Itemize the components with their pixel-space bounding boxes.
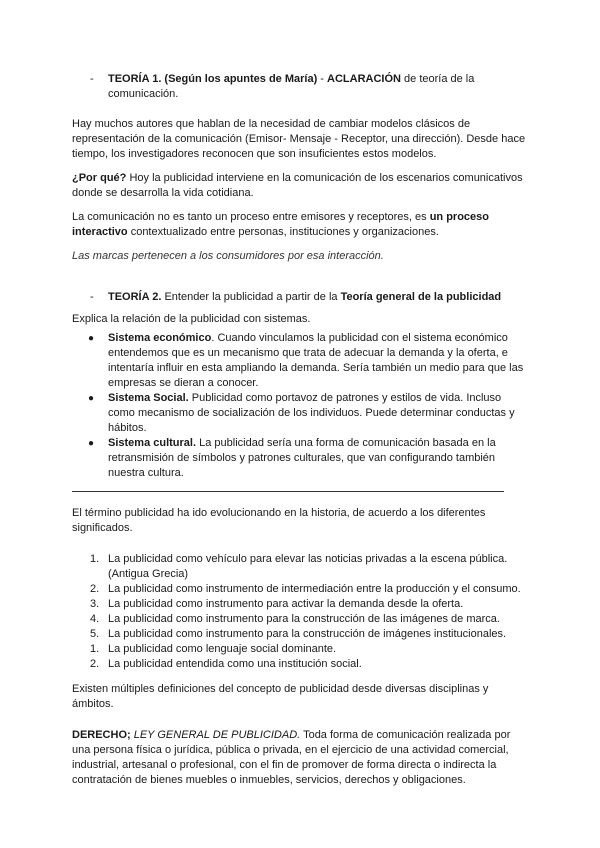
evolucion-list	[72, 552, 530, 672]
list-number: 1.	[90, 643, 100, 655]
bullet-icon: ●	[88, 333, 95, 344]
list-text: La publicidad entendida como una institución social.	[108, 658, 362, 670]
list-text: La publicidad como instrumento para la construcción de imágenes institucionales.	[108, 628, 507, 640]
list-item	[72, 642, 530, 657]
sistemas-list	[72, 331, 530, 481]
sistema-title: Sistema Social.	[108, 392, 189, 404]
list-text: La publicidad como vehículo para elevar las noticias privadas a la escena pública. (Antigua Grecia)	[108, 553, 508, 580]
teoria-2-number: TEORÍA 2.	[108, 291, 162, 303]
por-que-label: ¿Por qué?	[72, 172, 127, 184]
list-number: 2.	[90, 658, 100, 670]
comunicacion-post: contextualizado entre personas, instituciones y organizaciones.	[127, 226, 439, 238]
list-text: La publicidad como instrumento para activar la demanda desde la oferta.	[108, 598, 464, 610]
sistema-text: . Cuando vinculamos la publicidad con el sistema económico entendemos que es un mecanismo que trata de adecuar la demanda y la oferta, e intentaría influir en esta ampliando la demanda. Sería también un medio para que las empresas se dieran a conocer.	[108, 332, 524, 389]
teoria-1-heading	[72, 72, 530, 102]
teoria-2-title: Teoría general de la publicidad	[340, 291, 502, 303]
dash-marker: -	[90, 291, 94, 303]
sistema-text: Publicidad como portavoz de patrones y estilos de vida. Incluso como mecanismo de socialización de los individuos. Puede determinar conductas y hábitos.	[108, 392, 515, 434]
list-item	[72, 331, 530, 391]
list-text: La publicidad como lenguaje social dominante.	[108, 643, 337, 655]
sistema-title: Sistema cultural.	[108, 437, 197, 449]
derecho-label: DERECHO;	[72, 729, 131, 741]
derecho-text: Toda forma de comunicación realizada por una persona física o jurídica, pública o privada, en el ejercicio de una actividad comercial, industrial, artesanal o profesional, con el fin de promover de forma directa o indirecta la contratación de bienes muebles o inmuebles, servicios, derechos y obligaciones.	[72, 729, 511, 786]
paragraph-explica: Explica la relación de la publicidad con sistemas.	[72, 313, 311, 325]
list-item	[72, 391, 530, 436]
teoria-1-title: TEORÍA 1. (Según los apuntes de María)	[108, 73, 318, 85]
teoria-1-separator: -	[317, 73, 328, 85]
list-text: La publicidad como instrumento de intermediación entre la producción y el consumo.	[108, 583, 521, 595]
comunicacion-bold: un proceso interactivo	[72, 211, 489, 238]
comunicacion-pre: La comunicación no es tanto un proceso entre emisores y receptores, es	[72, 211, 430, 223]
teoria-1-aclaracion: ACLARACIÓN	[327, 73, 401, 85]
list-item	[72, 612, 530, 627]
list-item	[72, 627, 530, 642]
paragraph-comunicacion	[72, 210, 530, 240]
por-que-text: Hoy la publicidad interviene en la comunicación de los escenarios comunicativos donde se desarrolla la vida cotidiana.	[72, 172, 523, 199]
paragraph-derecho	[72, 728, 530, 788]
list-number: 2.	[90, 583, 100, 595]
list-text: La publicidad como instrumento para la construcción de las imágenes de marca.	[108, 613, 500, 625]
list-item	[72, 582, 530, 597]
derecho-law: LEY GENERAL DE PUBLICIDAD.	[130, 729, 301, 741]
list-number: 3.	[90, 598, 100, 610]
paragraph-marcas: Las marcas pertenecen a los consumidores por esa interacción.	[72, 250, 384, 262]
list-number: 4.	[90, 613, 100, 625]
bullet-icon: ●	[88, 393, 95, 404]
sistema-title: Sistema económico	[108, 332, 212, 344]
paragraph-termino: El término publicidad ha ido evolucionando en la historia, de acuerdo a los diferentes significados.	[72, 507, 486, 534]
document-page	[72, 72, 530, 788]
teoria-2-heading	[72, 290, 530, 305]
paragraph-por-que	[72, 171, 530, 201]
paragraph-existen: Existen múltiples definiciones del concepto de publicidad desde diversas disciplinas y ámbitos.	[72, 683, 489, 710]
list-item	[72, 436, 530, 481]
list-item	[72, 657, 530, 672]
list-number: 1.	[90, 553, 100, 565]
horizontal-divider	[72, 491, 504, 492]
paragraph-autores: Hay muchos autores que hablan de la necesidad de cambiar modelos clásicos de representación de la comunicación (Emisor- Mensaje - Receptor, una dirección). Desde hace tiempo, los investigadores reconocen que son insuficientes estos modelos.	[72, 118, 526, 160]
teoria-2-mid: Entender la publicidad a partir de la	[161, 291, 341, 303]
list-item	[72, 597, 530, 612]
list-number: 5.	[90, 628, 100, 640]
list-item	[72, 552, 530, 582]
teoria-1-rest: de teoría de la comunicación.	[108, 73, 475, 100]
dash-marker: -	[90, 73, 94, 85]
sistema-text: La publicidad sería una forma de comunicación basada en la retransmisión de símbolos y patrones culturales, que van configurando también nuestra cultura.	[108, 437, 496, 479]
bullet-icon: ●	[88, 438, 95, 449]
